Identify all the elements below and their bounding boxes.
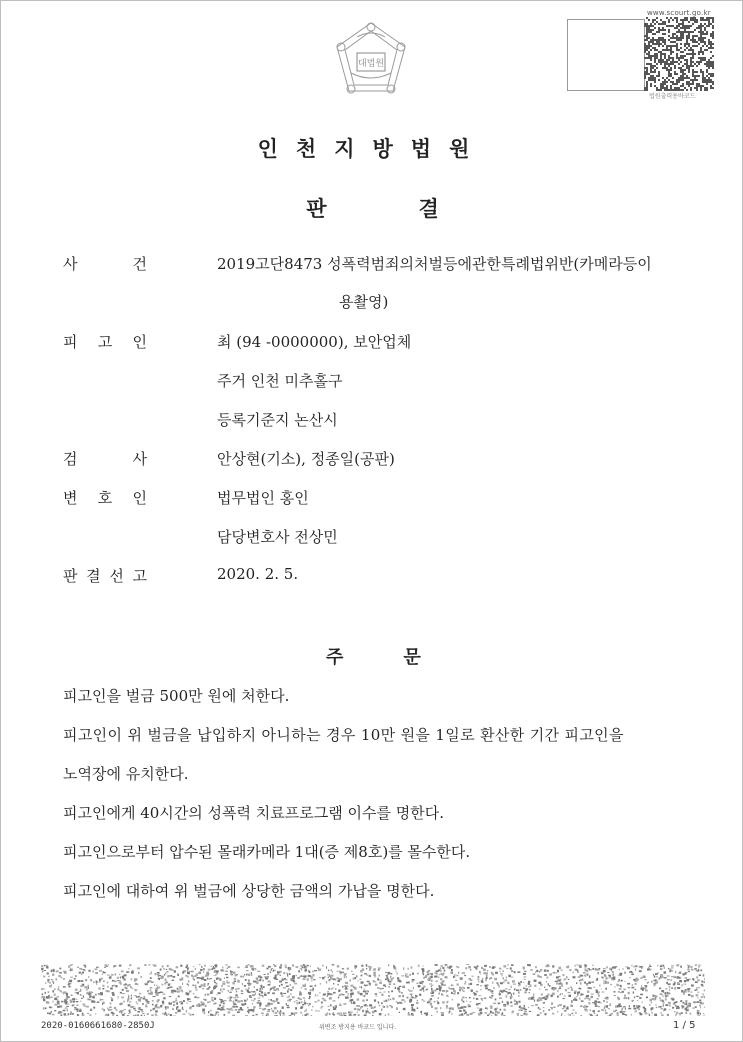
order-paragraph: 피고인에게 40시간의 성폭력 치료프로그램 이수를 명한다.: [63, 804, 444, 822]
value-judgment-date: 2020. 2. 5.: [217, 565, 299, 583]
value-prosecutor: 안상현(기소), 정종일(공판): [217, 450, 395, 468]
order-heading: 주 문: [326, 647, 421, 668]
document-number: 2020-0160661680-2850J: [41, 1021, 155, 1031]
page-number: 1 / 5: [673, 1020, 696, 1031]
value-law-firm: 법무법인 홍인: [217, 489, 309, 507]
order-paragraph: 피고인을 벌금 500만 원에 처한다.: [63, 687, 290, 705]
barcode-box: [567, 19, 645, 91]
value-defendant-registry: 등록기준지 논산시: [217, 411, 338, 429]
value-case-line1: 2019고단8473 성폭력범죄의처벌등에관한특례법위반(카메라등이: [217, 255, 652, 273]
order-paragraph: 피고인으로부터 압수된 몰래카메라 1대(증 제8호)를 몰수한다.: [63, 843, 471, 861]
qr-caption: 법원출력용바코드: [649, 93, 696, 100]
court-seal-emblem: [327, 17, 415, 101]
document-type: [1, 193, 743, 223]
order-paragraph: 노역장에 유치한다.: [63, 765, 189, 783]
value-case-line2: 용촬영): [339, 293, 389, 311]
label-case: 사 건: [63, 255, 147, 273]
label-judgment-date: 판 결 선 고: [63, 567, 147, 585]
value-defendant-name: 최 (94 -0000000), 보안업체: [217, 333, 412, 351]
qr-code-icon: [644, 17, 714, 91]
order-paragraph: 피고인에 대하여 위 벌금에 상당한 금액의 가납을 명한다.: [63, 882, 435, 900]
order-paragraph: 피고인이 위 벌금을 납입하지 아니하는 경우 10만 원을 1일로 환산한 기간 피고인을: [63, 726, 624, 744]
label-defendant: 피 고 인: [63, 333, 147, 351]
doc-type-char: 결: [418, 196, 439, 221]
seal-text: 대법원: [357, 59, 385, 69]
label-attorney: 변 호 인: [63, 489, 147, 507]
value-defendant-address: 주거 인천 미추홀구: [217, 372, 343, 390]
doc-type-char: 판: [306, 196, 327, 221]
value-attorney-name: 담당변호사 전상민: [217, 528, 338, 546]
court-url: www.scourt.go.kr: [647, 9, 711, 17]
label-prosecutor: 검 사: [63, 450, 147, 468]
anti-forgery-pattern: [41, 964, 705, 1016]
anti-forgery-notice: 위변조 방지용 바코드 입니다.: [319, 1024, 397, 1031]
court-name: 인천지방법원: [257, 136, 488, 161]
